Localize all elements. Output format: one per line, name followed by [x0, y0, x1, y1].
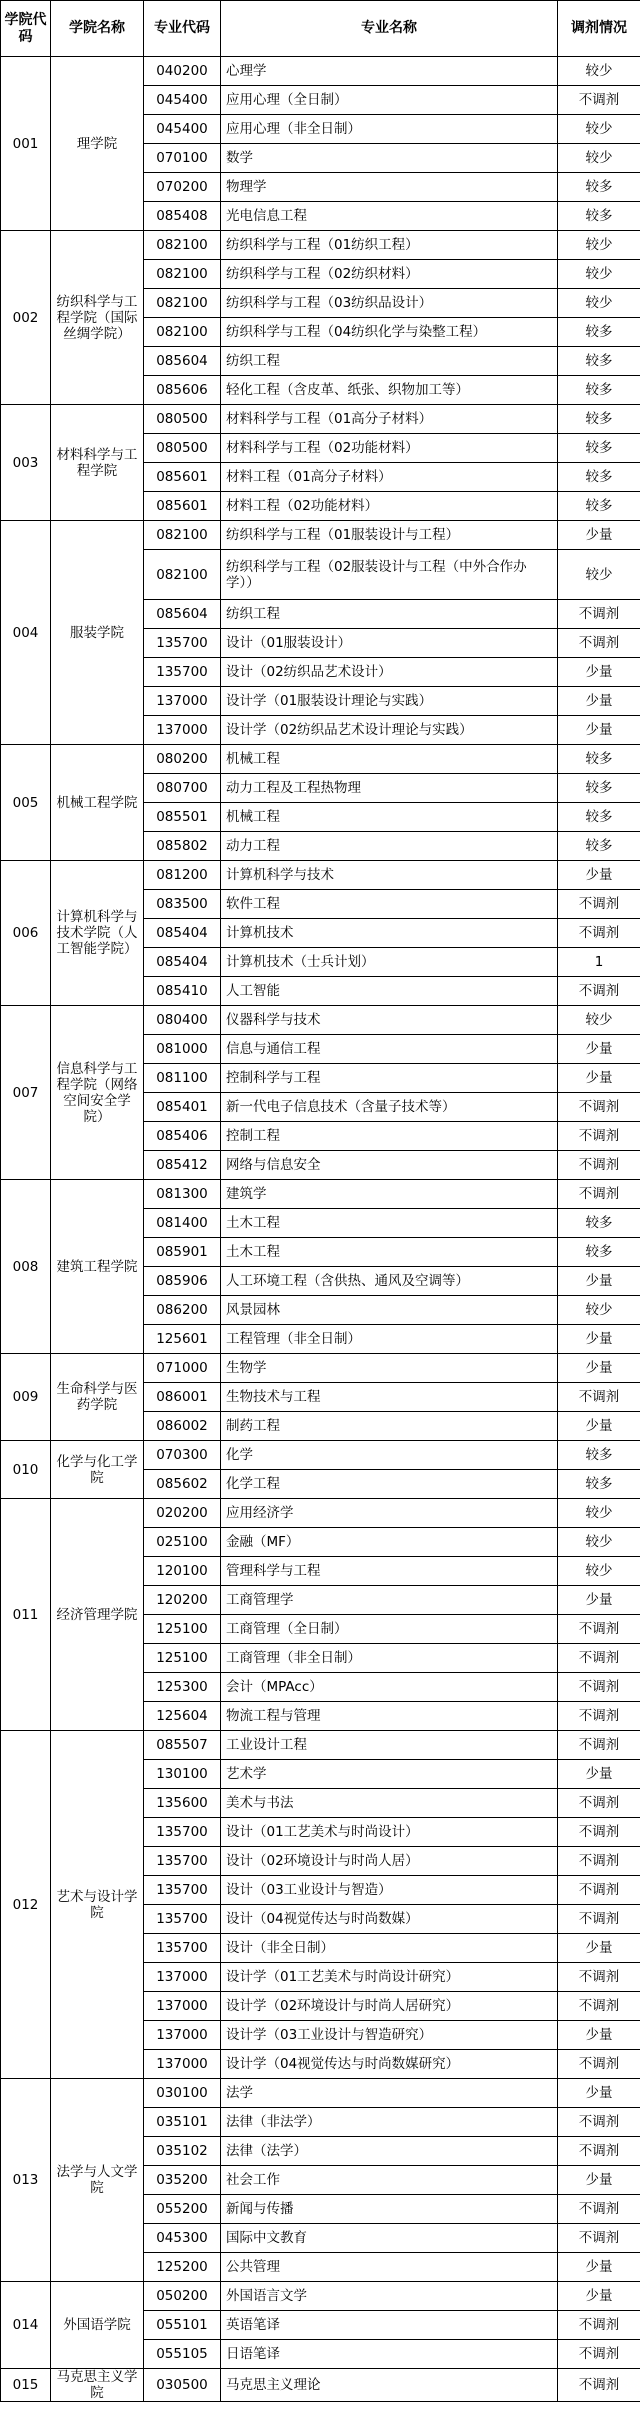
status-cell: 不调剂	[558, 629, 640, 658]
major-code-cell: 125100	[144, 1644, 221, 1673]
major-code-cell: 080500	[144, 405, 221, 434]
status-cell: 较多	[558, 803, 640, 832]
major-name-cell: 设计（01工艺美术与时尚设计）	[221, 1818, 558, 1847]
status-cell: 少量	[558, 687, 640, 716]
major-code-cell: 135700	[144, 658, 221, 687]
status-cell: 不调剂	[558, 1905, 640, 1934]
status-cell: 不调剂	[558, 600, 640, 629]
major-code-cell: 137000	[144, 687, 221, 716]
college-code-cell: 007	[1, 1006, 51, 1180]
status-cell: 不调剂	[558, 2224, 640, 2253]
major-code-cell: 085401	[144, 1093, 221, 1122]
major-name-cell: 设计（03工业设计与智造）	[221, 1876, 558, 1905]
college-code-cell: 010	[1, 1441, 51, 1499]
major-name-cell: 建筑学	[221, 1180, 558, 1209]
status-cell: 较多	[558, 492, 640, 521]
status-cell: 较少	[558, 57, 640, 86]
major-name-cell: 工业设计工程	[221, 1731, 558, 1760]
status-cell: 不调剂	[558, 86, 640, 115]
college-code-cell: 008	[1, 1180, 51, 1354]
major-code-cell: 083500	[144, 890, 221, 919]
status-cell: 少量	[558, 658, 640, 687]
major-name-cell: 动力工程及工程热物理	[221, 774, 558, 803]
table-row	[1, 1006, 640, 1035]
table-row	[1, 1180, 640, 1209]
major-name-cell: 艺术学	[221, 1760, 558, 1789]
table-row	[1, 1354, 640, 1383]
status-cell: 较多	[558, 1238, 640, 1267]
major-code-cell: 030500	[144, 2369, 221, 2402]
major-name-cell: 设计（02纺织品艺术设计）	[221, 658, 558, 687]
major-name-cell: 设计学（03工业设计与智造研究）	[221, 2021, 558, 2050]
status-cell: 较多	[558, 1470, 640, 1499]
status-cell: 少量	[558, 2021, 640, 2050]
major-name-cell: 管理科学与工程	[221, 1557, 558, 1586]
major-name-cell: 纺织科学与工程（01纺织工程）	[221, 231, 558, 260]
major-name-cell: 新闻与传播	[221, 2195, 558, 2224]
status-cell: 不调剂	[558, 1615, 640, 1644]
major-code-cell: 125200	[144, 2253, 221, 2282]
major-code-cell: 055105	[144, 2340, 221, 2369]
major-name-cell: 信息与通信工程	[221, 1035, 558, 1064]
college-name-cell: 计算机科学与技术学院（人工智能学院）	[51, 861, 144, 1006]
table-row	[1, 1499, 640, 1528]
status-cell: 不调剂	[558, 1383, 640, 1412]
major-code-cell: 085606	[144, 376, 221, 405]
major-name-cell: 马克思主义理论	[221, 2369, 558, 2402]
status-cell: 较少	[558, 231, 640, 260]
major-code-cell: 135600	[144, 1789, 221, 1818]
major-name-cell: 应用心理（全日制）	[221, 86, 558, 115]
major-name-cell: 计算机科学与技术	[221, 861, 558, 890]
status-cell: 较多	[558, 1209, 640, 1238]
major-code-cell: 137000	[144, 1992, 221, 2021]
major-name-cell: 设计（02环境设计与时尚人居）	[221, 1847, 558, 1876]
major-name-cell: 设计（04视觉传达与时尚数媒）	[221, 1905, 558, 1934]
major-name-cell: 材料工程（02功能材料）	[221, 492, 558, 521]
status-cell: 少量	[558, 1934, 640, 1963]
status-cell: 不调剂	[558, 1992, 640, 2021]
major-code-cell: 125300	[144, 1673, 221, 1702]
status-cell: 少量	[558, 1064, 640, 1093]
college-code-cell: 003	[1, 405, 51, 521]
major-name-cell: 网络与信息安全	[221, 1151, 558, 1180]
col-major-code: 专业代码	[144, 1, 221, 57]
table-row	[1, 2079, 640, 2108]
college-name-cell: 化学与化工学院	[51, 1441, 144, 1499]
status-cell: 不调剂	[558, 977, 640, 1006]
major-name-cell: 工程管理（非全日制）	[221, 1325, 558, 1354]
major-code-cell: 085602	[144, 1470, 221, 1499]
major-code-cell: 081200	[144, 861, 221, 890]
college-name-cell: 理学院	[51, 57, 144, 231]
major-name-cell: 人工环境工程（含供热、通风及空调等）	[221, 1267, 558, 1296]
major-code-cell: 135700	[144, 1818, 221, 1847]
major-code-cell: 081400	[144, 1209, 221, 1238]
major-code-cell: 137000	[144, 1963, 221, 1992]
major-code-cell: 137000	[144, 2050, 221, 2079]
college-name-cell: 生命科学与医药学院	[51, 1354, 144, 1441]
status-cell: 少量	[558, 2079, 640, 2108]
major-name-cell: 法律（非法学）	[221, 2108, 558, 2137]
college-name-cell: 材料科学与工程学院	[51, 405, 144, 521]
status-cell: 少量	[558, 1325, 640, 1354]
status-cell: 较多	[558, 318, 640, 347]
college-code-cell: 002	[1, 231, 51, 405]
major-name-cell: 数学	[221, 144, 558, 173]
status-cell: 少量	[558, 1267, 640, 1296]
major-code-cell: 137000	[144, 716, 221, 745]
status-cell: 不调剂	[558, 2340, 640, 2369]
status-cell: 不调剂	[558, 1818, 640, 1847]
college-code-cell: 013	[1, 2079, 51, 2282]
status-cell: 较多	[558, 832, 640, 861]
status-cell: 不调剂	[558, 2311, 640, 2340]
college-code-cell: 005	[1, 745, 51, 861]
major-code-cell: 082100	[144, 231, 221, 260]
major-name-cell: 化学工程	[221, 1470, 558, 1499]
major-name-cell: 机械工程	[221, 803, 558, 832]
major-name-cell: 机械工程	[221, 745, 558, 774]
table-row	[1, 1731, 640, 1760]
major-code-cell: 085410	[144, 977, 221, 1006]
college-name-cell: 纺织科学与工程学院（国际丝绸学院）	[51, 231, 144, 405]
major-code-cell: 035102	[144, 2137, 221, 2166]
major-name-cell: 人工智能	[221, 977, 558, 1006]
college-code-cell: 014	[1, 2282, 51, 2369]
major-code-cell: 085802	[144, 832, 221, 861]
major-name-cell: 轻化工程（含皮革、纸张、织物加工等）	[221, 376, 558, 405]
table-row	[1, 231, 640, 260]
major-code-cell: 137000	[144, 2021, 221, 2050]
status-cell: 不调剂	[558, 2108, 640, 2137]
status-cell: 不调剂	[558, 1122, 640, 1151]
major-code-cell: 082100	[144, 521, 221, 550]
major-name-cell: 会计（MPAcc）	[221, 1673, 558, 1702]
major-code-cell: 082100	[144, 260, 221, 289]
major-name-cell: 设计学（02纺织品艺术设计理论与实践）	[221, 716, 558, 745]
status-cell: 不调剂	[558, 1789, 640, 1818]
major-code-cell: 085901	[144, 1238, 221, 1267]
major-code-cell: 085412	[144, 1151, 221, 1180]
major-code-cell: 045300	[144, 2224, 221, 2253]
status-cell: 较多	[558, 405, 640, 434]
major-code-cell: 085501	[144, 803, 221, 832]
status-cell: 较少	[558, 260, 640, 289]
table-body	[1, 57, 640, 2402]
major-code-cell: 085601	[144, 492, 221, 521]
status-cell: 不调剂	[558, 1151, 640, 1180]
major-name-cell: 纺织科学与工程（01服装设计与工程）	[221, 521, 558, 550]
major-name-cell: 法律（法学）	[221, 2137, 558, 2166]
college-name-cell: 法学与人文学院	[51, 2079, 144, 2282]
status-cell: 不调剂	[558, 1731, 640, 1760]
status-cell: 不调剂	[558, 1180, 640, 1209]
major-name-cell: 心理学	[221, 57, 558, 86]
major-name-cell: 土木工程	[221, 1209, 558, 1238]
major-code-cell: 035200	[144, 2166, 221, 2195]
status-cell: 较少	[558, 1296, 640, 1325]
major-code-cell: 085601	[144, 463, 221, 492]
major-name-cell: 控制科学与工程	[221, 1064, 558, 1093]
status-cell: 较多	[558, 463, 640, 492]
status-cell: 较多	[558, 202, 640, 231]
status-cell: 不调剂	[558, 1673, 640, 1702]
status-cell: 不调剂	[558, 1876, 640, 1905]
college-code-cell: 001	[1, 57, 51, 231]
major-name-cell: 控制工程	[221, 1122, 558, 1151]
major-code-cell: 035101	[144, 2108, 221, 2137]
major-code-cell: 040200	[144, 57, 221, 86]
major-code-cell: 081300	[144, 1180, 221, 1209]
major-name-cell: 生物技术与工程	[221, 1383, 558, 1412]
major-code-cell: 125604	[144, 1702, 221, 1731]
major-code-cell: 120200	[144, 1586, 221, 1615]
status-cell: 少量	[558, 716, 640, 745]
major-code-cell: 080400	[144, 1006, 221, 1035]
major-code-cell: 125100	[144, 1615, 221, 1644]
major-code-cell: 045400	[144, 115, 221, 144]
major-name-cell: 公共管理	[221, 2253, 558, 2282]
major-code-cell: 085604	[144, 600, 221, 629]
major-code-cell: 055200	[144, 2195, 221, 2224]
major-name-cell: 软件工程	[221, 890, 558, 919]
status-cell: 不调剂	[558, 890, 640, 919]
college-name-cell: 服装学院	[51, 521, 144, 745]
status-cell: 较多	[558, 745, 640, 774]
major-name-cell: 美术与书法	[221, 1789, 558, 1818]
status-cell: 不调剂	[558, 1847, 640, 1876]
major-code-cell: 085507	[144, 1731, 221, 1760]
major-name-cell: 仪器科学与技术	[221, 1006, 558, 1035]
major-code-cell: 135700	[144, 1905, 221, 1934]
col-college-code: 学院代码	[1, 1, 51, 57]
major-code-cell: 080700	[144, 774, 221, 803]
college-code-cell: 012	[1, 1731, 51, 2079]
college-name-cell: 马克思主义学院	[51, 2369, 144, 2402]
major-name-cell: 纺织工程	[221, 347, 558, 376]
major-name-cell: 纺织科学与工程（04纺织化学与染整工程）	[221, 318, 558, 347]
major-name-cell: 法学	[221, 2079, 558, 2108]
col-college-name: 学院名称	[51, 1, 144, 57]
status-cell: 不调剂	[558, 1702, 640, 1731]
major-name-cell: 工商管理（全日制）	[221, 1615, 558, 1644]
status-cell: 少量	[558, 1412, 640, 1441]
status-cell: 较少	[558, 550, 640, 600]
college-code-cell: 006	[1, 861, 51, 1006]
major-name-cell: 生物学	[221, 1354, 558, 1383]
major-name-cell: 材料科学与工程（02功能材料）	[221, 434, 558, 463]
major-code-cell: 071000	[144, 1354, 221, 1383]
major-code-cell: 120100	[144, 1557, 221, 1586]
status-cell: 少量	[558, 1035, 640, 1064]
major-code-cell: 030100	[144, 2079, 221, 2108]
status-cell: 不调剂	[558, 2050, 640, 2079]
major-code-cell: 135700	[144, 1847, 221, 1876]
table-row	[1, 57, 640, 86]
status-cell: 较多	[558, 434, 640, 463]
status-cell: 较少	[558, 144, 640, 173]
major-name-cell: 设计（非全日制）	[221, 1934, 558, 1963]
major-name-cell: 光电信息工程	[221, 202, 558, 231]
major-name-cell: 日语笔译	[221, 2340, 558, 2369]
college-code-cell: 004	[1, 521, 51, 745]
major-name-cell: 材料科学与工程（01高分子材料）	[221, 405, 558, 434]
table-row	[1, 2369, 640, 2402]
major-code-cell: 045400	[144, 86, 221, 115]
college-code-cell: 015	[1, 2369, 51, 2402]
major-code-cell: 055101	[144, 2311, 221, 2340]
major-name-cell: 工商管理（非全日制）	[221, 1644, 558, 1673]
major-code-cell: 086002	[144, 1412, 221, 1441]
major-name-cell: 金融（MF）	[221, 1528, 558, 1557]
major-name-cell: 动力工程	[221, 832, 558, 861]
major-name-cell: 设计（01服装设计）	[221, 629, 558, 658]
major-name-cell: 应用心理（非全日制）	[221, 115, 558, 144]
status-cell: 较多	[558, 347, 640, 376]
major-name-cell: 物流工程与管理	[221, 1702, 558, 1731]
major-code-cell: 135700	[144, 1934, 221, 1963]
status-cell: 较少	[558, 115, 640, 144]
major-name-cell: 国际中文教育	[221, 2224, 558, 2253]
college-name-cell: 外国语学院	[51, 2282, 144, 2369]
major-code-cell: 135700	[144, 1876, 221, 1905]
major-name-cell: 应用经济学	[221, 1499, 558, 1528]
major-code-cell: 081000	[144, 1035, 221, 1064]
status-cell: 较多	[558, 376, 640, 405]
college-code-cell: 011	[1, 1499, 51, 1731]
major-code-cell: 080200	[144, 745, 221, 774]
major-code-cell: 085406	[144, 1122, 221, 1151]
status-cell: 不调剂	[558, 1644, 640, 1673]
major-code-cell: 050200	[144, 2282, 221, 2311]
status-cell: 不调剂	[558, 2369, 640, 2402]
status-cell: 不调剂	[558, 1963, 640, 1992]
table-row	[1, 405, 640, 434]
major-code-cell: 081100	[144, 1064, 221, 1093]
major-name-cell: 物理学	[221, 173, 558, 202]
major-name-cell: 纺织工程	[221, 600, 558, 629]
major-name-cell: 土木工程	[221, 1238, 558, 1267]
status-cell: 不调剂	[558, 1093, 640, 1122]
major-code-cell: 070200	[144, 173, 221, 202]
major-code-cell: 070100	[144, 144, 221, 173]
status-cell: 较多	[558, 173, 640, 202]
college-name-cell: 机械工程学院	[51, 745, 144, 861]
major-name-cell: 外国语言文学	[221, 2282, 558, 2311]
major-name-cell: 工商管理学	[221, 1586, 558, 1615]
status-cell: 较少	[558, 1499, 640, 1528]
college-name-cell: 建筑工程学院	[51, 1180, 144, 1354]
major-name-cell: 计算机技术	[221, 919, 558, 948]
status-cell: 少量	[558, 861, 640, 890]
status-cell: 较少	[558, 289, 640, 318]
major-name-cell: 制药工程	[221, 1412, 558, 1441]
col-major-name: 专业名称	[221, 1, 558, 57]
major-code-cell: 085404	[144, 948, 221, 977]
major-code-cell: 080500	[144, 434, 221, 463]
major-code-cell: 125601	[144, 1325, 221, 1354]
college-code-cell: 009	[1, 1354, 51, 1441]
major-code-cell: 086200	[144, 1296, 221, 1325]
major-name-cell: 英语笔译	[221, 2311, 558, 2340]
status-cell: 不调剂	[558, 2137, 640, 2166]
major-name-cell: 纺织科学与工程（02服装设计与工程（中外合作办学））	[221, 550, 558, 600]
status-cell: 较少	[558, 1528, 640, 1557]
table-header	[1, 1, 640, 57]
major-code-cell: 135700	[144, 629, 221, 658]
major-name-cell: 纺织科学与工程（02纺织材料）	[221, 260, 558, 289]
status-cell: 少量	[558, 1760, 640, 1789]
major-name-cell: 化学	[221, 1441, 558, 1470]
status-cell: 较多	[558, 1441, 640, 1470]
college-name-cell: 信息科学与工程学院（网络空间安全学院）	[51, 1006, 144, 1180]
status-cell: 1	[558, 948, 640, 977]
major-code-cell: 085604	[144, 347, 221, 376]
major-name-cell: 设计学（01服装设计理论与实践）	[221, 687, 558, 716]
major-name-cell: 社会工作	[221, 2166, 558, 2195]
major-name-cell: 设计学（04视觉传达与时尚数媒研究）	[221, 2050, 558, 2079]
table-row	[1, 1441, 640, 1470]
major-code-cell: 130100	[144, 1760, 221, 1789]
major-name-cell: 新一代电子信息技术（含量子技术等）	[221, 1093, 558, 1122]
status-cell: 不调剂	[558, 919, 640, 948]
status-cell: 少量	[558, 2253, 640, 2282]
major-code-cell: 082100	[144, 289, 221, 318]
status-cell: 少量	[558, 1354, 640, 1383]
major-name-cell: 风景园林	[221, 1296, 558, 1325]
major-name-cell: 设计学（02环境设计与时尚人居研究）	[221, 1992, 558, 2021]
status-cell: 较多	[558, 774, 640, 803]
major-name-cell: 材料工程（01高分子材料）	[221, 463, 558, 492]
status-cell: 少量	[558, 1586, 640, 1615]
status-cell: 少量	[558, 2282, 640, 2311]
major-code-cell: 085408	[144, 202, 221, 231]
table-row	[1, 745, 640, 774]
major-code-cell: 070300	[144, 1441, 221, 1470]
table-row	[1, 521, 640, 550]
college-name-cell: 艺术与设计学院	[51, 1731, 144, 2079]
major-code-cell: 082100	[144, 550, 221, 600]
table-row	[1, 2282, 640, 2311]
status-cell: 较少	[558, 1557, 640, 1586]
college-name-cell: 经济管理学院	[51, 1499, 144, 1731]
table-row	[1, 861, 640, 890]
col-status: 调剂情况	[558, 1, 640, 57]
major-name-cell: 计算机技术（士兵计划）	[221, 948, 558, 977]
status-cell: 不调剂	[558, 2195, 640, 2224]
major-name-cell: 设计学（01工艺美术与时尚设计研究）	[221, 1963, 558, 1992]
major-code-cell: 085906	[144, 1267, 221, 1296]
status-cell: 少量	[558, 521, 640, 550]
major-code-cell: 025100	[144, 1528, 221, 1557]
major-code-cell: 086001	[144, 1383, 221, 1412]
status-cell: 少量	[558, 2166, 640, 2195]
status-cell: 较少	[558, 1006, 640, 1035]
major-code-cell: 085404	[144, 919, 221, 948]
major-code-cell: 020200	[144, 1499, 221, 1528]
major-name-cell: 纺织科学与工程（03纺织品设计）	[221, 289, 558, 318]
major-code-cell: 082100	[144, 318, 221, 347]
